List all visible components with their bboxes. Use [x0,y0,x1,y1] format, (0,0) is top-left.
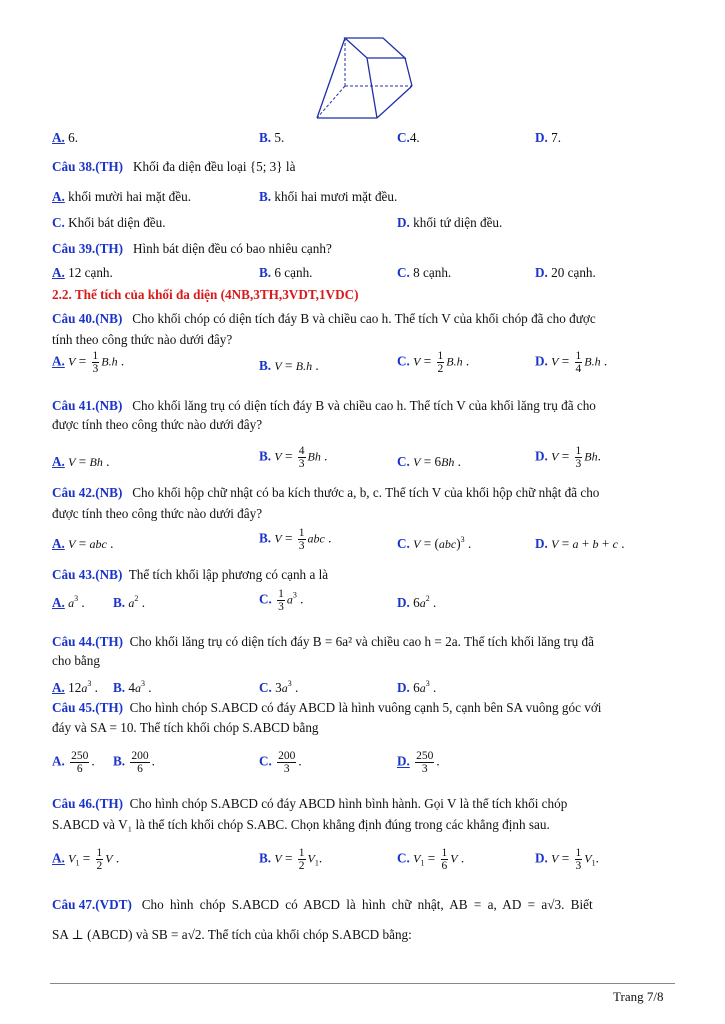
q41-option-b[interactable]: B. V = $\frac{4}{3}$ Bh . [259,445,328,470]
q40-option-c[interactable]: C. V = $\frac{1}{2}$ B.h . [397,350,470,375]
q42-option-b[interactable]: B. V = $\frac{1}{3}$ abc . [259,527,332,552]
q46-stem-line2: S.ABCD và V₁ là thể tích khối chóp S.ABC. Chọn khẳng định đúng trong các khẳng định sau. [52,817,550,832]
footer-divider [50,983,675,984]
q38-option-a[interactable]: A. khối mười hai mặt đều. [52,189,192,204]
q46-stem-line1: Câu 46.(TH) Cho hình chóp S.ABCD có đáy ABCD hình bình hành. Gọi V là thể tích khối chóp [52,796,568,811]
q44-stem-line2: cho bằng [52,653,100,668]
q38-option-d[interactable]: D. khối tứ diện đều. [397,215,503,230]
q44-option-a[interactable]: A. $12a^3$ . [52,679,98,695]
q41-option-a[interactable]: A. V = Bh . [52,454,110,469]
q43-option-a[interactable]: A. $a^3$ . [52,594,85,610]
q45-option-a[interactable]: A. $\frac{250}{6}$ . [52,750,95,775]
section-heading: 2.2. Thể tích của khối đa diện (4NB,3TH,3VDT,1VDC) [52,287,359,302]
q39-option-c[interactable]: C. 8 cạnh. [397,265,452,280]
q41-stem-line2: được tính theo công thức nào dưới đây? [52,417,263,432]
q46-option-d[interactable]: D. V = $\frac{1}{3}$ $V_1$. [535,847,599,872]
q45-option-d[interactable]: D. $\frac{250}{3}$ . [397,750,440,775]
q45-option-c[interactable]: C. $\frac{200}{3}$ . [259,750,302,775]
q47-stem-line2: SA ⊥ (ABCD) và SB = a√2. Thể tích của khối chóp S.ABCD bằng: [52,927,412,942]
page-number: Trang 7/8 [613,989,664,1004]
q39-option-b[interactable]: B. 6 cạnh. [259,265,313,280]
q41-stem-line1: Câu 41.(NB) Cho khối lăng trụ có diện tích đáy B và chiều cao h. Thể tích V của khối lăng trụ đã cho [52,398,596,413]
q42-option-d[interactable]: D. V = a + b + c . [535,536,625,551]
q43-stem: Câu 43.(NB) Thể tích khối lập phương có cạnh a là [52,567,329,582]
q39-option-d[interactable]: D. 20 cạnh. [535,265,596,280]
frustum-figure [305,28,425,128]
q42-option-a[interactable]: A. V = abc . [52,536,114,551]
q39-stem: Câu 39.(TH) Hình bát diện đều có bao nhiêu cạnh? [52,241,332,256]
q38-stem: Câu 38.(TH) Khối đa diện đều loại {5; 3} là [52,159,296,174]
q40-option-a[interactable]: A. V = $\frac{1}{3}$ B.h . [52,350,125,375]
q45-stem-line2: đáy và SA = 10. Thể tích khối chóp S.ABCD bằng [52,720,319,735]
q43-option-b[interactable]: B. $a^2$ . [113,594,145,610]
q41-option-c[interactable]: C. V = 6Bh . [397,454,462,469]
q44-option-c[interactable]: C. $3a^3$ . [259,679,299,695]
q40-stem-line1: Câu 40.(NB) Cho khối chóp có diện tích đáy B và chiều cao h. Thể tích V của khối chóp đã cho được [52,311,596,326]
q38-option-c[interactable]: C. Khối bát diện đều. [52,215,166,230]
q39-option-a[interactable]: A. 12 cạnh. [52,265,113,280]
q46-option-a[interactable]: A. $V_1$ = $\frac{1}{2}$ V . [52,847,120,872]
q38-option-b[interactable]: B. khối hai mươi mặt đều. [259,189,398,204]
q43-option-c[interactable]: C. $\frac{1}{3}$ $a^3$ . [259,588,304,613]
q40-option-b[interactable]: B. V = B.h . [259,358,319,373]
q37-option-b[interactable]: B. 5. [259,130,285,145]
q43-option-d[interactable]: D. $6a^2$ . [397,594,437,610]
q46-option-c[interactable]: C. $V_1$ = $\frac{1}{6}$ V . [397,847,465,872]
q44-option-d[interactable]: D. $6a^3$ . [397,679,437,695]
q42-stem-line2: được tính theo công thức nào dưới đây? [52,506,263,521]
q41-option-d[interactable]: D. V = $\frac{1}{3}$ Bh. [535,445,601,470]
q44-stem-line1: Câu 44.(TH) Cho khối lăng trụ có diện tích đáy B = 6a² và chiều cao h = 2a. Thể tích khối lăng trụ đã [52,634,594,649]
q40-option-d[interactable]: D. V = $\frac{1}{4}$ B.h . [535,350,608,375]
q40-stem-line2: tính theo công thức nào dưới đây? [52,332,233,347]
q44-option-b[interactable]: B. $4a^3$ . [113,679,152,695]
q45-stem-line1: Câu 45.(TH) Cho hình chóp S.ABCD có đáy ABCD là hình vuông cạnh 5, cạnh bên SA vuông góc với [52,700,602,715]
q37-option-a[interactable]: A. 6. [52,130,79,145]
q47-stem-line1: Câu 47.(VDT) Cho hình chóp S.ABCD có ABCD là hình chữ nhật, AB = a, AD = a√3. Biết [52,897,593,912]
q45-option-b[interactable]: B. $\frac{200}{6}$ . [113,750,155,775]
q37-option-c[interactable]: C.4. [397,130,420,145]
q42-option-c[interactable]: C. V = (abc)$^3$ . [397,535,472,551]
q42-stem-line1: Câu 42.(NB) Cho khối hộp chữ nhật có ba kích thước a, b, c. Thể tích V của khối hộp chữ nhật đã cho [52,485,600,500]
q37-option-d[interactable]: D. 7. [535,130,562,145]
q46-option-b[interactable]: B. V = $\frac{1}{2}$ $V_1$. [259,847,323,872]
